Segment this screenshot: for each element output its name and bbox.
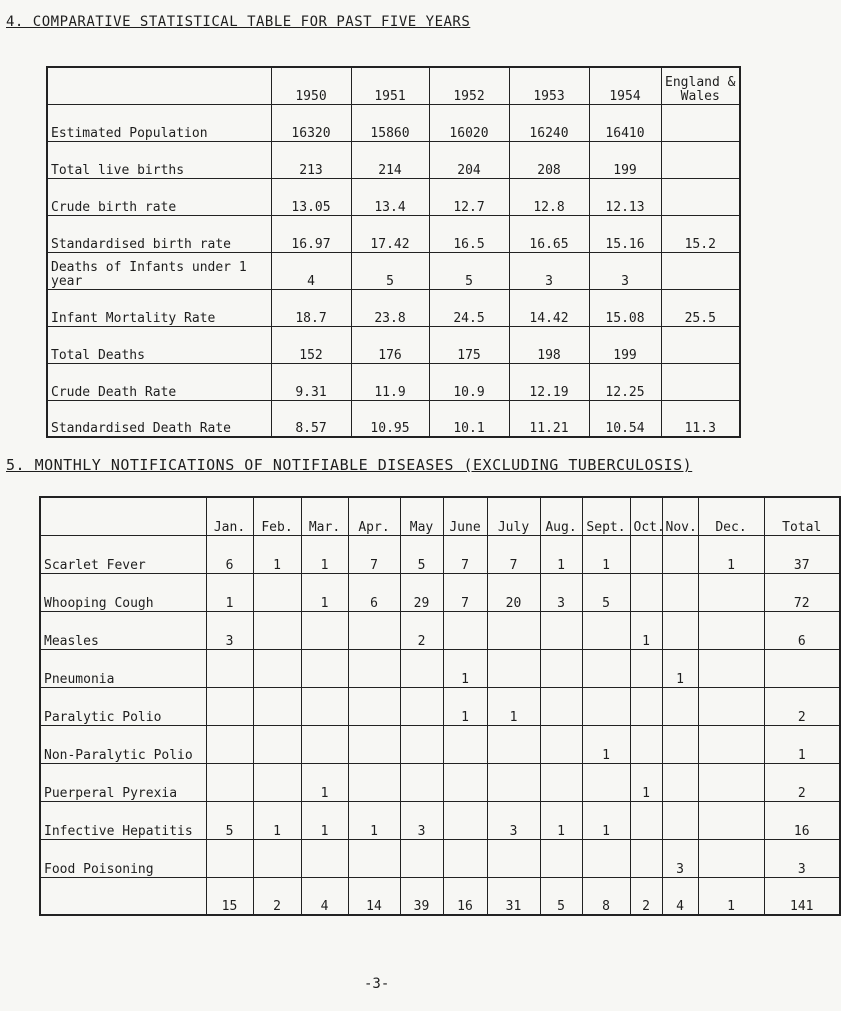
table-cell: 2 — [764, 763, 840, 801]
table-cell — [301, 839, 348, 877]
table-cell: 1 — [206, 573, 253, 611]
table-cell: 1 — [348, 801, 400, 839]
table-cell: 10.9 — [429, 363, 509, 400]
column-header: Nov. — [662, 497, 698, 535]
table-cell — [540, 763, 582, 801]
table-row — [40, 611, 840, 649]
table-cell: 10.95 — [351, 400, 429, 437]
table-cell: 6 — [206, 535, 253, 573]
table-cell: 2 — [630, 877, 662, 915]
row-label: Paralytic Polio — [40, 687, 206, 725]
table-cell: 13.4 — [351, 178, 429, 215]
table-cell — [487, 839, 540, 877]
table-cell — [661, 178, 740, 215]
table-cell: 1 — [630, 611, 662, 649]
table-cell — [253, 725, 301, 763]
table-cell: 16.5 — [429, 215, 509, 252]
column-header: May — [400, 497, 443, 535]
table-cell: 31 — [487, 877, 540, 915]
table-cell — [400, 649, 443, 687]
table-cell: 1 — [540, 801, 582, 839]
table-row — [40, 839, 840, 877]
table-cell — [764, 649, 840, 687]
table-row — [40, 725, 840, 763]
table-cell — [630, 649, 662, 687]
table-cell: 10.1 — [429, 400, 509, 437]
table-cell — [661, 141, 740, 178]
row-label — [40, 877, 206, 915]
table-cell — [630, 839, 662, 877]
column-header: Oct. — [630, 497, 662, 535]
table-cell: 1 — [253, 535, 301, 573]
table-cell: 1 — [698, 877, 764, 915]
table-row — [47, 178, 740, 215]
table-cell: 1 — [301, 763, 348, 801]
column-header: Total — [764, 497, 840, 535]
table-cell: 1 — [443, 649, 487, 687]
table-cell: 12.13 — [589, 178, 661, 215]
row-label: Standardised birth rate — [47, 215, 271, 252]
table-cell: 12.25 — [589, 363, 661, 400]
table-cell: 37 — [764, 535, 840, 573]
table-cell: 15.16 — [589, 215, 661, 252]
row-label: Measles — [40, 611, 206, 649]
table-cell — [206, 687, 253, 725]
table-cell — [443, 611, 487, 649]
table-cell — [582, 763, 630, 801]
table-cell: 16 — [443, 877, 487, 915]
table-cell: 12.8 — [509, 178, 589, 215]
table-cell — [630, 535, 662, 573]
table-cell — [662, 725, 698, 763]
table-cell: 214 — [351, 141, 429, 178]
table-cell: 29 — [400, 573, 443, 611]
table-cell — [487, 649, 540, 687]
table-cell: 176 — [351, 326, 429, 363]
row-label: Whooping Cough — [40, 573, 206, 611]
table-cell: 175 — [429, 326, 509, 363]
table-cell: 15.08 — [589, 289, 661, 326]
table-cell: 7 — [443, 573, 487, 611]
table-cell: 1 — [253, 801, 301, 839]
table-cell: 15 — [206, 877, 253, 915]
table-cell — [662, 535, 698, 573]
table-cell: 7 — [348, 535, 400, 573]
row-label: Estimated Population — [47, 104, 271, 141]
table-cell: 204 — [429, 141, 509, 178]
row-label: Puerperal Pyrexia — [40, 763, 206, 801]
table-cell — [253, 649, 301, 687]
section-5-heading: 5. MONTHLY NOTIFICATIONS OF NOTIFIABLE DISEASES (EXCLUDING TUBERCULOSIS) — [6, 456, 693, 474]
column-header: Dec. — [698, 497, 764, 535]
table-cell: 4 — [271, 252, 351, 289]
table-cell — [253, 611, 301, 649]
table-cell: 1 — [301, 801, 348, 839]
table-cell: 6 — [764, 611, 840, 649]
table-row — [40, 763, 840, 801]
table-cell: 1 — [582, 801, 630, 839]
table-cell — [698, 801, 764, 839]
table-cell — [662, 801, 698, 839]
page-number: -3- — [364, 976, 390, 992]
table-cell: 16320 — [271, 104, 351, 141]
header-blank-cell — [47, 67, 271, 104]
table-cell: 11.9 — [351, 363, 429, 400]
table-cell — [487, 611, 540, 649]
table-cell — [487, 763, 540, 801]
table-cell: 1 — [582, 535, 630, 573]
column-header: Apr. — [348, 497, 400, 535]
table-row — [47, 326, 740, 363]
column-header: June — [443, 497, 487, 535]
column-header: Sept. — [582, 497, 630, 535]
table-cell — [662, 573, 698, 611]
column-header: 1951 — [351, 67, 429, 104]
monthly-notifications-table — [39, 496, 841, 916]
row-label: Food Poisoning — [40, 839, 206, 877]
table-cell: 2 — [400, 611, 443, 649]
table-cell: 8.57 — [271, 400, 351, 437]
table-cell — [206, 763, 253, 801]
table-cell: 3 — [540, 573, 582, 611]
table-cell: 1 — [764, 725, 840, 763]
table-cell — [661, 104, 740, 141]
table-cell — [206, 839, 253, 877]
table-cell: 1 — [582, 725, 630, 763]
table-cell — [540, 611, 582, 649]
table-cell: 141 — [764, 877, 840, 915]
table-cell: 5 — [582, 573, 630, 611]
column-header: England & Wales — [661, 67, 740, 104]
table-cell: 1 — [301, 573, 348, 611]
table-cell: 10.54 — [589, 400, 661, 437]
table-row — [40, 573, 840, 611]
table-cell: 1 — [301, 535, 348, 573]
table-cell — [400, 839, 443, 877]
row-label: Deaths of Infants under 1 year — [47, 252, 271, 289]
table-cell — [400, 687, 443, 725]
table-cell — [582, 611, 630, 649]
row-label: Crude birth rate — [47, 178, 271, 215]
table-cell: 1 — [487, 687, 540, 725]
column-header: 1954 — [589, 67, 661, 104]
table-cell — [400, 763, 443, 801]
table-cell: 7 — [487, 535, 540, 573]
table-row — [47, 363, 740, 400]
table-row — [40, 687, 840, 725]
table-cell: 1 — [630, 763, 662, 801]
table-cell — [698, 611, 764, 649]
table-cell — [253, 763, 301, 801]
table-cell: 15860 — [351, 104, 429, 141]
table-cell — [253, 687, 301, 725]
table-cell: 3 — [400, 801, 443, 839]
section-4-heading: 4. COMPARATIVE STATISTICAL TABLE FOR PAST FIVE YEARS — [6, 14, 471, 30]
row-label: Infant Mortality Rate — [47, 289, 271, 326]
row-label: Pneumonia — [40, 649, 206, 687]
table-cell: 15.2 — [661, 215, 740, 252]
table-cell: 4 — [301, 877, 348, 915]
comparative-statistics-table — [46, 66, 741, 438]
table-cell — [698, 649, 764, 687]
table-cell: 213 — [271, 141, 351, 178]
table-cell: 152 — [271, 326, 351, 363]
table-cell: 4 — [662, 877, 698, 915]
table-cell: 72 — [764, 573, 840, 611]
table-cell — [443, 801, 487, 839]
table-row — [47, 400, 740, 437]
table-cell: 1 — [443, 687, 487, 725]
table-cell: 20 — [487, 573, 540, 611]
table-cell — [661, 326, 740, 363]
table-cell: 2 — [764, 687, 840, 725]
table-cell: 14 — [348, 877, 400, 915]
table-cell: 5 — [540, 877, 582, 915]
table-row — [47, 215, 740, 252]
column-header: Feb. — [253, 497, 301, 535]
table-cell — [348, 687, 400, 725]
table-cell — [253, 839, 301, 877]
table-cell — [630, 687, 662, 725]
table-cell: 5 — [400, 535, 443, 573]
table-cell: 1 — [662, 649, 698, 687]
table-cell — [582, 839, 630, 877]
table-cell — [698, 763, 764, 801]
table-row — [47, 289, 740, 326]
column-header: July — [487, 497, 540, 535]
table-cell: 2 — [253, 877, 301, 915]
table-header-row — [47, 67, 740, 104]
row-label: Standardised Death Rate — [47, 400, 271, 437]
table-cell: 16240 — [509, 104, 589, 141]
table-cell — [348, 839, 400, 877]
table-cell: 16020 — [429, 104, 509, 141]
table-cell: 8 — [582, 877, 630, 915]
table-cell: 39 — [400, 877, 443, 915]
table-cell: 23.8 — [351, 289, 429, 326]
table-cell: 18.7 — [271, 289, 351, 326]
table-cell — [348, 763, 400, 801]
row-label: Crude Death Rate — [47, 363, 271, 400]
table-cell — [443, 763, 487, 801]
table-cell — [487, 725, 540, 763]
table-cell: 17.42 — [351, 215, 429, 252]
table-cell: 199 — [589, 326, 661, 363]
table-cell: 3 — [206, 611, 253, 649]
table-cell — [301, 687, 348, 725]
column-header: Aug. — [540, 497, 582, 535]
table-row — [40, 801, 840, 839]
table-cell — [661, 252, 740, 289]
row-label: Infective Hepatitis — [40, 801, 206, 839]
table-cell: 1 — [540, 535, 582, 573]
table-cell — [662, 763, 698, 801]
table-cell — [206, 649, 253, 687]
table-cell: 7 — [443, 535, 487, 573]
table-row — [40, 649, 840, 687]
table-cell — [698, 839, 764, 877]
table-cell: 198 — [509, 326, 589, 363]
table-cell — [698, 687, 764, 725]
table-cell — [661, 363, 740, 400]
table-row — [47, 141, 740, 178]
row-label: Total live births — [47, 141, 271, 178]
table-cell — [348, 649, 400, 687]
table-cell: 12.7 — [429, 178, 509, 215]
column-header: 1952 — [429, 67, 509, 104]
table-cell: 3 — [487, 801, 540, 839]
table-cell: 24.5 — [429, 289, 509, 326]
table-cell — [443, 725, 487, 763]
table-cell — [582, 649, 630, 687]
table-cell — [630, 573, 662, 611]
table-cell: 12.19 — [509, 363, 589, 400]
table-cell: 16.65 — [509, 215, 589, 252]
column-header: 1953 — [509, 67, 589, 104]
table-cell: 13.05 — [271, 178, 351, 215]
table-cell — [253, 573, 301, 611]
header-blank-cell — [40, 497, 206, 535]
table-cell: 9.31 — [271, 363, 351, 400]
table-cell — [630, 725, 662, 763]
column-header: Jan. — [206, 497, 253, 535]
table-cell: 11.3 — [661, 400, 740, 437]
table-cell: 3 — [764, 839, 840, 877]
row-label: Non-Paralytic Polio — [40, 725, 206, 763]
table-cell: 208 — [509, 141, 589, 178]
table-cell — [630, 801, 662, 839]
table-cell — [540, 687, 582, 725]
row-label: Scarlet Fever — [40, 535, 206, 573]
table-cell — [698, 725, 764, 763]
table-cell: 25.5 — [661, 289, 740, 326]
table-row — [47, 252, 740, 289]
column-header: Mar. — [301, 497, 348, 535]
table-cell: 16.97 — [271, 215, 351, 252]
table-cell: 5 — [429, 252, 509, 289]
table-cell: 3 — [662, 839, 698, 877]
table-cell: 3 — [509, 252, 589, 289]
table-cell — [443, 839, 487, 877]
table-cell: 5 — [206, 801, 253, 839]
table-cell — [301, 611, 348, 649]
table-cell — [662, 687, 698, 725]
table-cell — [348, 611, 400, 649]
table-cell — [301, 649, 348, 687]
table-cell: 1 — [698, 535, 764, 573]
table-cell: 14.42 — [509, 289, 589, 326]
table-row — [40, 877, 840, 915]
table-cell — [582, 687, 630, 725]
table-cell: 16410 — [589, 104, 661, 141]
table-row — [47, 104, 740, 141]
table-cell — [662, 611, 698, 649]
table-cell — [698, 573, 764, 611]
table-cell: 199 — [589, 141, 661, 178]
table-cell: 16 — [764, 801, 840, 839]
table-cell: 11.21 — [509, 400, 589, 437]
column-header: 1950 — [271, 67, 351, 104]
table-row — [40, 535, 840, 573]
table-cell — [540, 839, 582, 877]
table-cell: 5 — [351, 252, 429, 289]
table-header-row — [40, 497, 840, 535]
table-cell — [206, 725, 253, 763]
table-cell — [348, 725, 400, 763]
table-cell — [301, 725, 348, 763]
table-cell — [540, 649, 582, 687]
table-cell: 3 — [589, 252, 661, 289]
row-label: Total Deaths — [47, 326, 271, 363]
table-cell — [540, 725, 582, 763]
table-cell: 6 — [348, 573, 400, 611]
table-cell — [400, 725, 443, 763]
